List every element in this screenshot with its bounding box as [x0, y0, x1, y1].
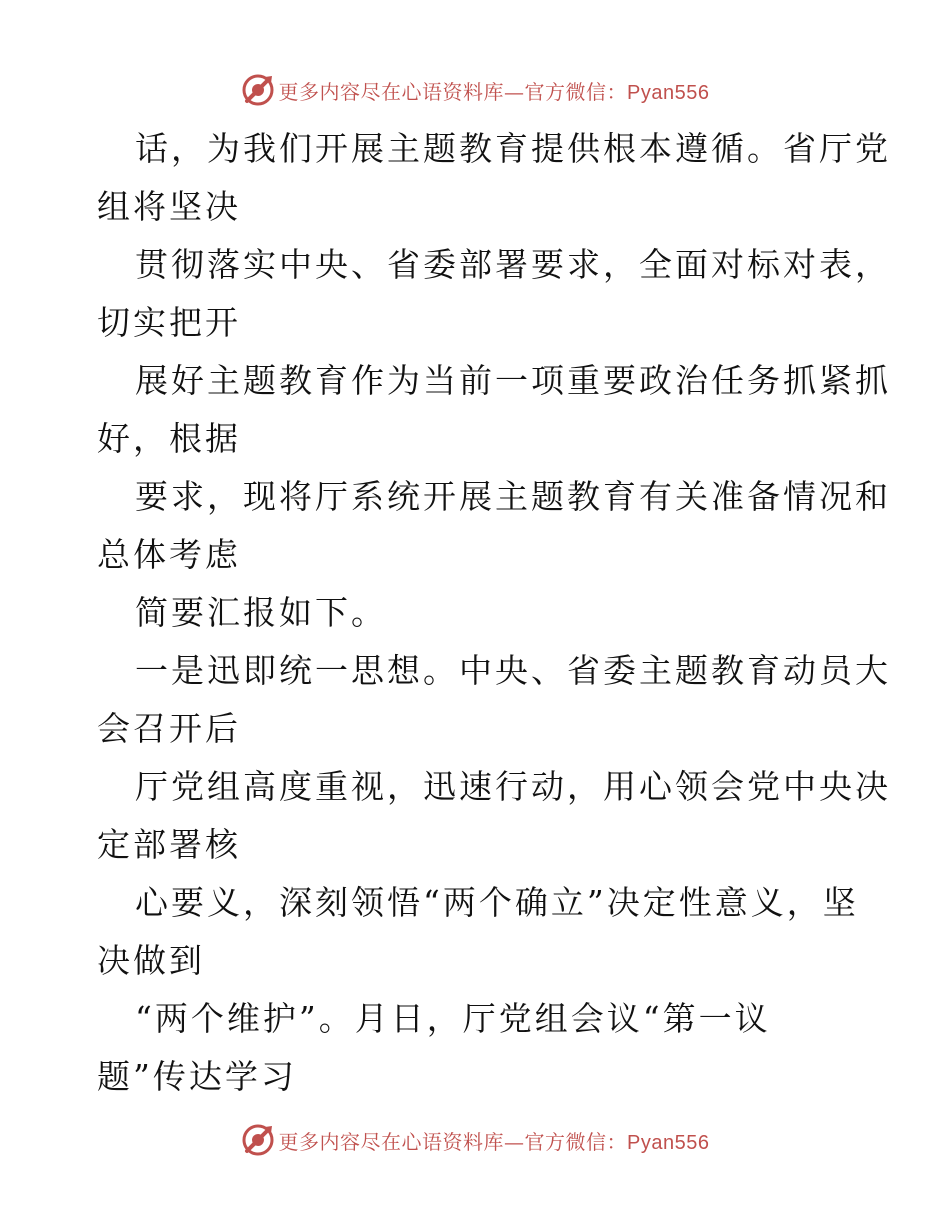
body-line: 组将坚决	[97, 187, 241, 226]
body-line: 要求，现将厅系统开展主题教育有关准备情况和	[135, 477, 891, 516]
logo-icon	[241, 73, 275, 107]
body-line: 简要汇报如下。	[135, 593, 387, 632]
body-line: 切实把开	[97, 303, 241, 342]
body-line: 定部署核	[97, 825, 241, 864]
body-line: 贯彻落实中央、省委部署要求，全面对标对表，	[135, 245, 891, 284]
body-line: 心要义，深刻领悟“两个确立”决定性意义，坚	[135, 883, 859, 922]
body-line: 话，为我们开展主题教育提供根本遵循。省厅党	[135, 129, 891, 168]
body-line: 决做到	[97, 941, 205, 980]
footer-banner	[0, 1120, 950, 1160]
body-line: 好，根据	[97, 419, 241, 458]
header-banner	[0, 70, 950, 110]
body-line: “两个维护”。月日，厅党组会议“第一议	[135, 999, 771, 1038]
header-banner-wechat-id: Pyan556	[627, 81, 710, 104]
header-banner-text: 更多内容尽在心语资料库—官方微信：	[278, 79, 628, 104]
body-line: 一是迅即统一思想。中央、省委主题教育动员大	[135, 651, 891, 690]
body-line: 总体考虑	[97, 535, 241, 574]
body-line: 厅党组高度重视，迅速行动，用心领会党中央决	[135, 767, 891, 806]
footer-banner-wechat-id: Pyan556	[627, 1131, 710, 1154]
document-body	[97, 120, 891, 1106]
logo-icon	[241, 1123, 275, 1157]
footer-banner-text: 更多内容尽在心语资料库—官方微信：	[278, 1129, 628, 1154]
body-line: 题”传达学习	[97, 1057, 297, 1096]
body-line: 会召开后	[97, 709, 241, 748]
body-line: 展好主题教育作为当前一项重要政治任务抓紧抓	[135, 361, 891, 400]
